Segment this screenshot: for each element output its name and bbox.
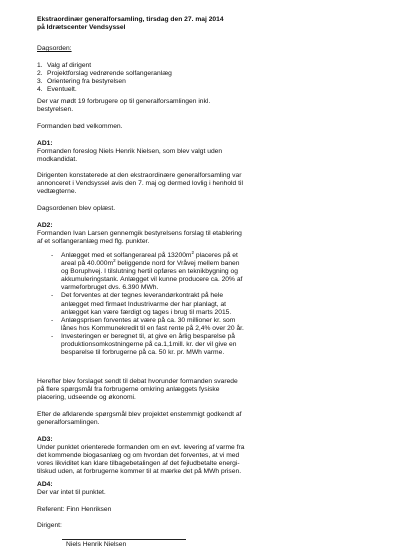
agenda-heading: Dagsorden:: [37, 45, 72, 52]
dirigent-label: Dirigent:: [37, 522, 62, 529]
signature-line: [62, 539, 186, 540]
list-item: - Anlægsprisen forventes at være på ca. 30 millioner kr. som lånes hos Kommunekredit til en fast rente på 2,4% over 20 år.: [51, 316, 244, 332]
agenda-item: 1. Valg af dirigent: [37, 62, 92, 69]
ad1-paragraph-3: Dagsordenen blev oplæst.: [37, 205, 116, 212]
ad2-heading: AD2:: [37, 222, 53, 229]
ad1-paragraph-2: Dirigenten konstaterede at den ekstraordinære generalforsamling var annonceret i Vendsyssel avis den 7. maj og dermed lovlig i henhold til vedtægterne.: [37, 172, 243, 196]
list-item: - Investeringen er beregnet til, at give en årlig besparelse på produktionsomkostningerne på ca.1,1mill. kr. der vil give en besparelse til forbrugerne på ca. 50 kr. pr. MWh varme.: [51, 332, 237, 357]
agenda-item: 3. Orientering fra bestyrelsen: [37, 78, 126, 86]
ad4-paragraph: Der var intet til punktet.: [37, 489, 106, 496]
ad2-paragraph-2: Herefter blev forslaget sendt til debat hvorunder formanden svarede på flere spørgsmål fra forbrugerne omkring anlæggets fysiske placering, udseende og økonomi.: [37, 378, 238, 402]
list-item: - Det forventes at der tegnes leverandørkontrakt på hele anlægget med firmaet Industrivarme der har planlagt, at anlægget kan være færdigt og tages i brug til marts 2015.: [51, 292, 232, 316]
ad1-heading: AD1:: [37, 140, 53, 147]
welcome-paragraph: Formanden bød velkommen.: [37, 123, 123, 130]
title-line-2: på Idrætscenter Vendsyssel: [37, 24, 126, 32]
agenda-item: 4. Eventuelt.: [37, 86, 77, 94]
ad4-heading: AD4:: [37, 481, 53, 488]
referent-line: Referent: Finn Henriksen: [37, 506, 112, 513]
dirigent-name: Niels Henrik Nielsen: [66, 541, 127, 548]
ad3-paragraph: Under punktet orienterede formanden om en evt. levering af varme fra det kommende biogasanlæg og om hvordan det forventes, at vi med vores likviditet kan klare tilbagebetalingen af det fejludbetalte energi- tilskud uden, at forbrugerne kommer til at mærke det på MWh prisen.: [37, 444, 245, 476]
agenda-list: [37, 62, 377, 94]
attendance-paragraph: Der var mødt 19 forbrugere op til generalforsamlingen inkl. bestyrelsen.: [37, 98, 211, 114]
list-item: - Anlægget med et solfangerareal på $13200m^2$ placeres på et areal på $40.000m^2$ beliggende nord for Vråvej mellem banen og Boruphvej. I tilslutning hertil opføres en teknikbygning og akkumuleringstank. Anlægget vil kunne producere ca. 20% af varmeforbruget dvs. 6.390 MWh.: [51, 249, 243, 292]
ad3-heading: AD3:: [37, 436, 53, 443]
ad2-bullet-list: [51, 249, 291, 357]
title-line-1: Ekstraordinær generalforsamling, tirsdag den 27. maj 2014: [37, 16, 224, 23]
agenda-item: 2. Projektforslag vedrørende solfangeranlæg: [37, 70, 172, 78]
ad2-paragraph-3: Efter de afklarende spørgsmål blev projektet enstemmigt godkendt af generalforsamlingen.: [37, 411, 242, 427]
document-title: [37, 16, 377, 32]
ad1-paragraph-1: Formanden foreslog Niels Henrik Nielsen, som blev valgt uden modkandidat.: [37, 148, 223, 164]
ad2-paragraph-1: Formanden Ivan Larsen gennemgik bestyrelsens forslag til etablering af et solfangeranlæg med flg. punkter.: [37, 230, 242, 246]
